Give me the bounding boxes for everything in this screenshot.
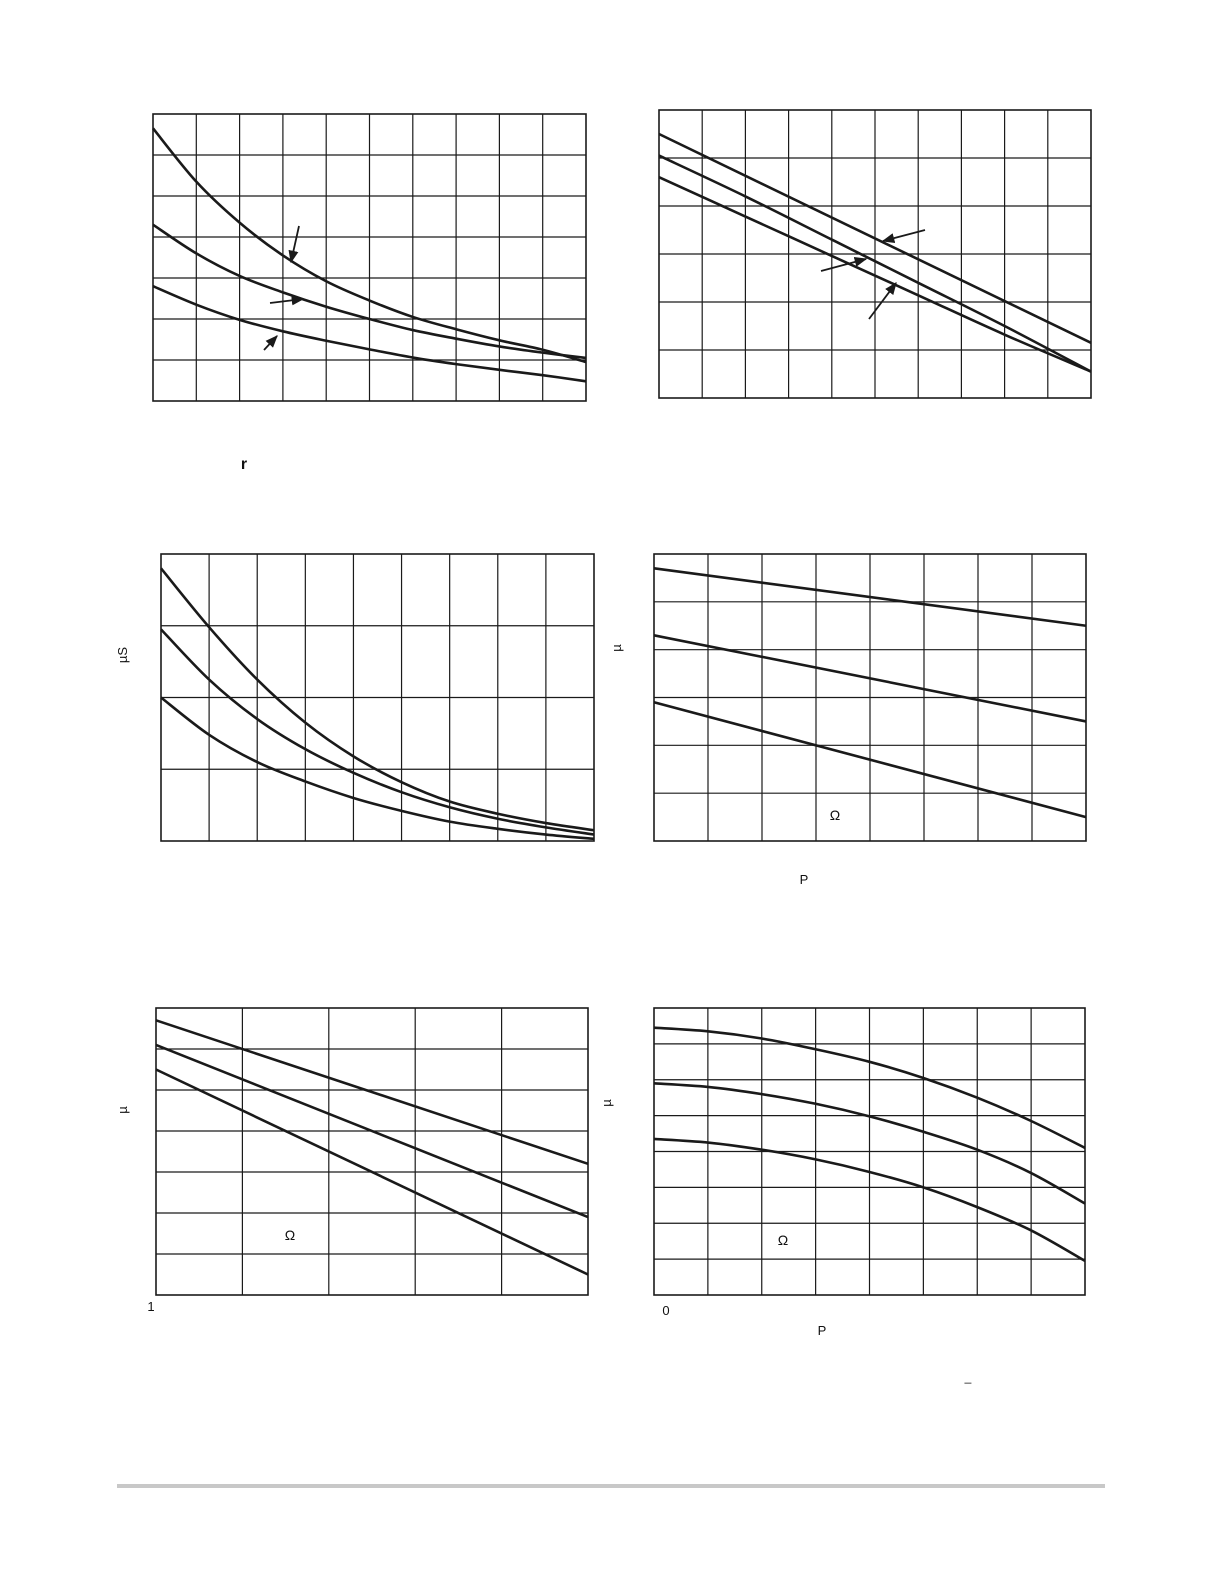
grid: [161, 554, 594, 841]
series-line-1: [161, 568, 594, 830]
chart-middle-right: [609, 554, 1086, 887]
grid: [156, 1008, 588, 1295]
x-axis-label: P: [799, 872, 809, 887]
pointer-arrow: [270, 299, 303, 303]
chart-top-left: [153, 114, 586, 473]
chart-middle-left: [115, 554, 594, 841]
annotation-label: _: [964, 1370, 972, 1384]
annotation-label: r: [240, 456, 248, 473]
chart-bottom-left: [115, 1008, 588, 1314]
series-line-1: [156, 1020, 588, 1164]
x-axis-label: P: [817, 1323, 827, 1338]
chart-bottom-right: [599, 1008, 1085, 1384]
y-axis-label: µ: [609, 644, 624, 652]
grid: [654, 1008, 1085, 1295]
annotation-label: Ω: [829, 807, 841, 823]
plot-frame: [156, 1008, 588, 1295]
x-tick-label: 1: [147, 1299, 155, 1314]
pointer-arrow: [291, 226, 299, 262]
pointer-arrow: [869, 283, 896, 319]
y-axis-label: µ: [115, 1106, 130, 1114]
x-tick-label: 0: [662, 1303, 670, 1318]
grid: [659, 110, 1091, 398]
y-axis-label: µS: [115, 646, 130, 664]
annotation-label: Ω: [777, 1232, 789, 1248]
y-axis-label: µ: [599, 1099, 614, 1107]
annotation-label: Ω: [284, 1227, 296, 1243]
pointer-arrow: [264, 336, 277, 350]
chart-top-right: [659, 110, 1091, 398]
footer-rule: [117, 1484, 1105, 1488]
grid: [153, 114, 586, 401]
series-line-3: [161, 698, 594, 839]
